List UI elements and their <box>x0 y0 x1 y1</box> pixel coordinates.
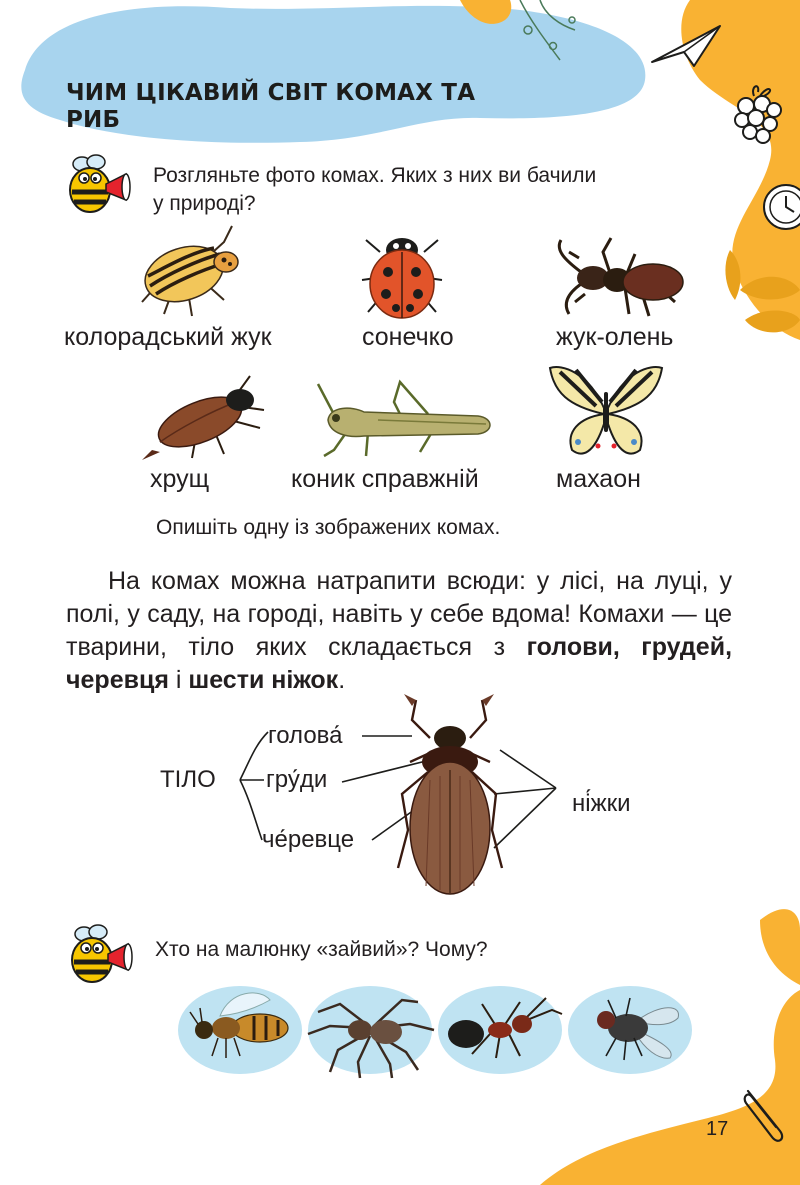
caption-grasshopper: коник справжній <box>291 465 479 493</box>
diagram-root-label: ТІЛО <box>160 766 216 793</box>
task1-question-line2: у природі? <box>153 192 256 215</box>
paragraph-joiner: і <box>175 666 182 694</box>
bee-megaphone-icon <box>62 152 134 216</box>
caption-stag-beetle: жук-олень <box>556 323 674 351</box>
colorado-beetle-photo <box>128 222 258 322</box>
diagram-abdomen-label: че́ревце <box>262 826 355 853</box>
caption-cockchafer: хрущ <box>150 465 210 493</box>
cockchafer-diagram-photo <box>398 694 502 894</box>
task1-question-line1: Розгляньте фото комах. Яких з них ви бачили <box>153 164 597 187</box>
swallowtail-butterfly-photo <box>548 362 664 462</box>
cockchafer-photo <box>140 370 274 462</box>
grasshopper-photo <box>308 372 498 460</box>
diagram-chest-label: гру́ди <box>266 766 328 793</box>
paper-plane-icon <box>650 22 722 70</box>
diagram-legs-label: ні́жки <box>572 790 631 817</box>
caption-colorado-beetle: колорадський жук <box>64 323 272 351</box>
task1-instruction: Опишіть одну із зображених комах. <box>156 516 501 539</box>
task2-question: Хто на малюнку «зайвий»? Чому? <box>155 938 488 961</box>
paragraph-bold-parts: голови, грудей, черевця <box>66 633 733 694</box>
paragraph-end: . <box>338 666 346 694</box>
page-number: 17 <box>706 1118 729 1140</box>
paragraph-sentence-1: На комах можна натрапити всюди: у лісі, на луці, у полі, у саду, на городі, навіть у себе вдома! <box>66 567 732 628</box>
body-parts-diagram <box>0 690 800 920</box>
section-title: ЧИМ ЦІКАВИЙ СВІТ КОМАХ ТА РИБ <box>66 80 476 133</box>
clock-icon <box>758 182 800 232</box>
paperclip-icon <box>740 1085 790 1143</box>
caption-swallowtail: махаон <box>556 465 641 493</box>
paragraph-sentence-2: Комахи — це тварини, тіло яких складається з <box>66 600 733 661</box>
caption-ladybug: сонечко <box>362 323 454 351</box>
raspberry-icon <box>730 78 786 148</box>
odd-one-out-images <box>170 980 700 1080</box>
ladybug-photo <box>356 222 448 322</box>
paragraph-bold-legs: шести ніжок <box>188 666 339 694</box>
body-paragraph <box>66 565 732 697</box>
bee-megaphone-icon <box>64 922 136 986</box>
diagram-head-label: голова́ <box>268 722 343 749</box>
stag-beetle-photo <box>545 232 695 322</box>
